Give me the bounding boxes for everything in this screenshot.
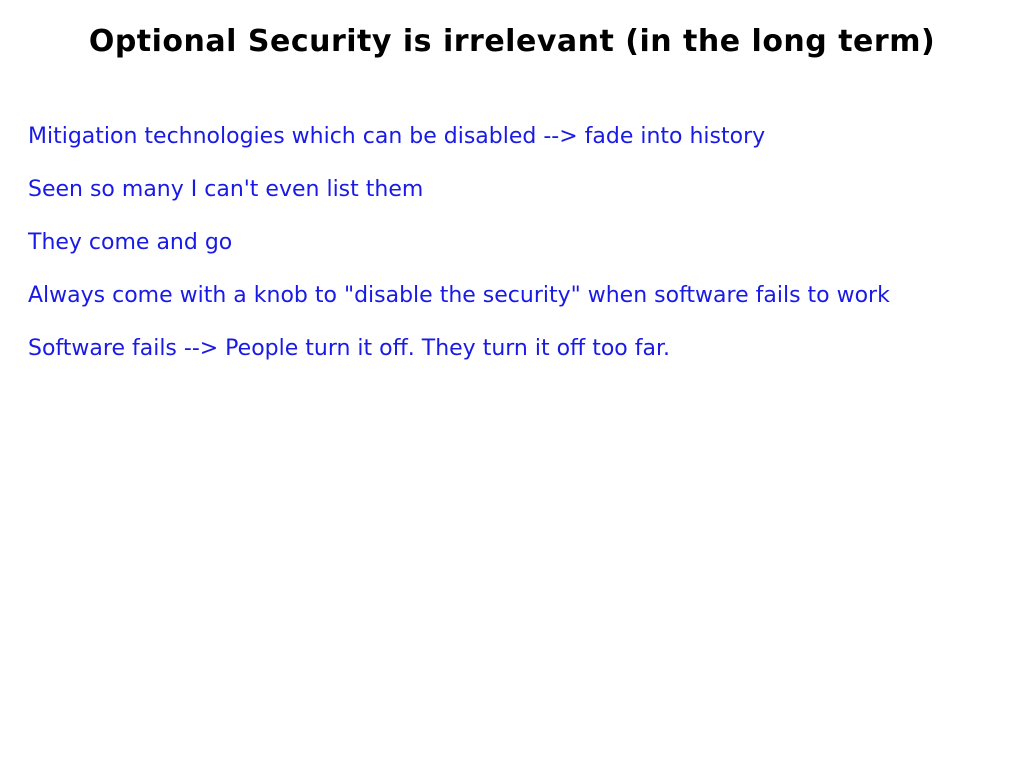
list-item: Seen so many I can't even list them xyxy=(28,177,424,202)
bullet-list xyxy=(28,122,978,364)
list-item: Always come with a knob to "disable the security" when software fails to work xyxy=(28,283,890,308)
list-item: Software fails --> People turn it off. They turn it off too far. xyxy=(28,336,670,361)
list-item: Mitigation technologies which can be disabled --> fade into history xyxy=(28,124,766,149)
list-item: They come and go xyxy=(28,230,233,255)
page-title: Optional Security is irrelevant (in the long term) xyxy=(88,24,936,59)
